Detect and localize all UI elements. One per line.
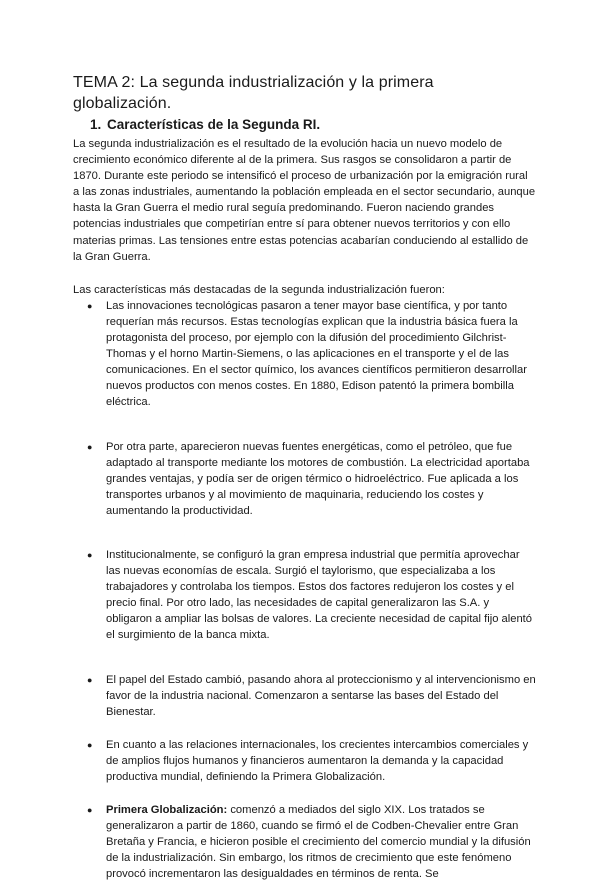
- bullet-icon: ●: [87, 441, 93, 452]
- list-item: [73, 737, 536, 785]
- spacer: [73, 411, 536, 439]
- characteristics-list: [73, 298, 536, 883]
- bullet-icon: ●: [87, 674, 93, 685]
- spacer: [73, 785, 536, 802]
- list-item-bold-lead: Primera Globalización:: [106, 804, 228, 817]
- list-item: [73, 547, 536, 644]
- bullet-icon: ●: [87, 805, 93, 816]
- list-item: [73, 802, 536, 882]
- section-number: 1.: [90, 117, 102, 132]
- bullet-icon: ●: [87, 549, 93, 560]
- spacer: [73, 720, 536, 737]
- bullet-icon: ●: [87, 300, 93, 311]
- bullet-icon: ●: [87, 739, 93, 750]
- spacer: [73, 265, 536, 282]
- list-item: [73, 439, 536, 519]
- spacer: [73, 519, 536, 547]
- list-item-text: comenzó a mediados del siglo XIX. Los tratados se generalizaron a partir de 1860, cuando se firmó el de Codben-Chevalier entre Gran Bretaña y Francia, e hicieron posible el crecimiento del comercio mundial y la difusión de la industrialización. Sin embargo, los ritmos de crecimiento que este fenómeno provocó incrementaron las desigualdades en términos de renta. Se: [106, 804, 531, 881]
- list-item-text: El papel del Estado cambió, pasando ahora al proteccionismo y al intervencionismo en favor de la industria nacional. Comenzaron a sentarse las bases del Estado del Bienestar.: [106, 673, 536, 718]
- list-item-text: Por otra parte, aparecieron nuevas fuentes energéticas, como el petróleo, que fue adaptado al transporte mediante los motores de combustión. La electricidad aportaba grandes ventajas, y podía ser de origen térmico o hidroeléctrico. Fue aplicada a los transportes urbanos y al movimiento de maquinaria, reduciendo los costes y aumentando la productividad.: [106, 440, 530, 517]
- spacer: [73, 644, 536, 672]
- document-title: TEMA 2: La segunda industrialización y la primera globalización.: [73, 74, 434, 112]
- list-item: [73, 298, 536, 411]
- section-heading: [90, 116, 536, 134]
- list-item: [73, 672, 536, 720]
- intro-paragraph: La segunda industrialización es el resultado de la evolución hacia un nuevo modelo de crecimiento económico diferente al de la primera. Sus rasgos se consolidaron a partir de 1870. Durante este periodo se intensificó el proceso de urbanización por la emigración rural a las zonas industriales, aumentando la población empleada en el sector secundario, aunque hasta la Gran Guerra el medio rural seguía predominando. Fueron naciendo grandes potencias industriales que competirían entre sí para obtener nuevos territorios y con ello materias primas. Las tensiones entre estas potencias acabarían conduciendo al estallido de la Gran Guerra.: [73, 138, 536, 263]
- list-lead-paragraph: Las características más destacadas de la segunda industrialización fueron:: [73, 283, 445, 296]
- list-item-text: Institucionalmente, se configuró la gran empresa industrial que permitía aprovechar las nuevas economías de escala. Surgió el taylorismo, que especializaba a los trabajadores y controlaba los tiempos. Estos dos factores redujeron los costes y el precio final. Por otro lado, las necesidades de capital generalizaron las S.A. y obligaron a ampliar las bolsas de valores. La creciente necesidad de capital fijo alentó el surgimiento de la banca mixta.: [106, 548, 533, 642]
- list-item-text: En cuanto a las relaciones internacionales, los crecientes intercambios comerciales y de amplios flujos humanos y financieros aumentaron la demanda y la capacidad productiva mundial, definiendo la Primera Globalización.: [106, 738, 529, 783]
- list-item-text: Las innovaciones tecnológicas pasaron a tener mayor base científica, y por tanto requerían más recursos. Estas tecnologías explican que la industria básica fuera la protagonista del proceso, por ejemplo con la difusión del procedimiento Gilchrist-Thomas y el horno Martin-Siemens, o las aplicaciones en el transporte y el de las comunicaciones. En el sector químico, los avances científicos permitieron desarrollar nuevos productos con menos costes. En 1880, Edison patentó la primera bombilla eléctrica.: [106, 299, 527, 409]
- section-heading-text: Características de la Segunda RI.: [107, 117, 321, 132]
